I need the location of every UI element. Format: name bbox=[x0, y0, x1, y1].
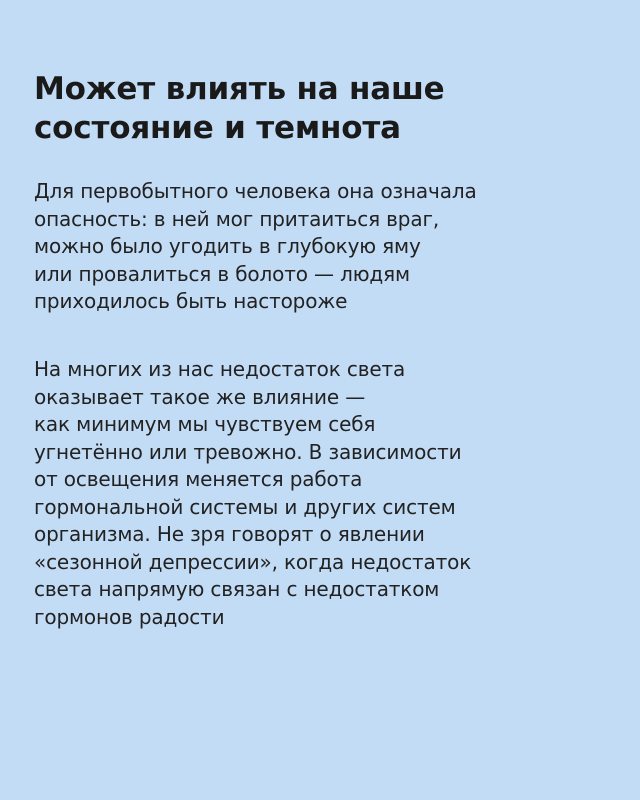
title-line: состояние и темнота bbox=[34, 110, 401, 146]
paragraph-line: На многих из нас недостаток света bbox=[34, 357, 406, 381]
paragraph-line: «сезонной депрессии», когда недостаток bbox=[34, 549, 472, 574]
body-paragraph-1 bbox=[34, 178, 624, 316]
paragraph-line: организма. Не зря говорят о явлении bbox=[34, 522, 425, 546]
paragraph-line: опасность: в ней мог притаиться враг, bbox=[34, 206, 440, 231]
page-title bbox=[34, 70, 594, 148]
paragraph-line: гормональной системы и других систем bbox=[34, 494, 456, 519]
paragraph-line: как минимум мы чувствуем себя bbox=[34, 412, 376, 436]
paragraph-line: гормонов радости bbox=[34, 604, 225, 629]
title-line: Может влиять на наше bbox=[34, 71, 445, 107]
paragraph-line: света напрямую связан с недостатком bbox=[34, 577, 440, 601]
paragraph-line: угнетённо или тревожно. В зависимости bbox=[34, 439, 462, 464]
paragraph-line: оказывает такое же влияние — bbox=[34, 384, 366, 409]
paragraph-line: можно было угодить в глубокую яму bbox=[34, 234, 421, 258]
paragraph-line: приходилось быть настороже bbox=[34, 289, 348, 313]
body-paragraph-2 bbox=[34, 356, 624, 631]
paragraph-line: или провалиться в болото — людям bbox=[34, 261, 410, 286]
paragraph-line: Для первобытного человека она означала bbox=[34, 179, 477, 203]
paragraph-line: от освещения меняется работа bbox=[34, 467, 363, 491]
